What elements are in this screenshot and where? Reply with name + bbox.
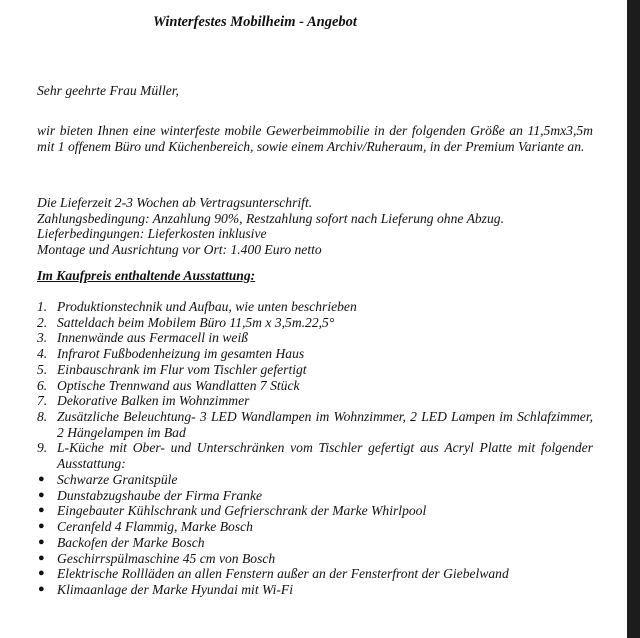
delivery-conditions: Lieferbedingungen: Lieferkosten inklusive [37,226,267,242]
delivery-time: Die Lieferzeit 2-3 Wochen ab Vertragsunterschrift. [37,195,313,210]
item-text: Klimaanlage der Marke Hyundai mit Wi-Fi [57,581,293,597]
numbered-list-item [37,378,593,394]
bullet-icon: ● [38,567,45,580]
numbered-list-item [37,299,593,315]
item-text: Zusätzliche Beleuchtung- 3 LED Wandlampen im Wohnzimmer, 2 LED Lampen im Schlafzimmer, 2 Hängelampen im Bad [57,408,593,440]
terms-block [37,195,593,258]
bullet-icon: ● [38,535,45,548]
item-text: Infrarot Fußbodenheizung im gesamten Haus [57,346,305,362]
item-number: 3. [37,330,48,346]
intro-paragraph: wir bieten Ihnen eine winterfeste mobile Gewerbeimmobilie in der folgenden Größe an 11,5mx3,5m mit 1 offenem Büro und Küchenbereich, sowie einem Archiv/Ruheraum, in der Premium Variante an. [37,123,593,154]
bullet-icon: ● [38,520,45,533]
bullet-list-item [37,488,593,504]
document-title: Winterfestes Mobilheim - Angebot [153,14,357,30]
item-number: 9. [37,440,48,456]
bullet-list-item [37,566,593,582]
bullet-icon: ● [38,551,45,564]
bullet-icon: ● [38,582,45,595]
numbered-list-item [37,315,593,331]
item-text: Einbauschrank im Flur vom Tischler gefertigt [57,361,307,377]
item-text: Schwarze Granitspüle [57,472,178,487]
numbered-list-item [37,330,593,346]
numbered-list-item [37,440,593,471]
item-text: Elektrische Rollläden an allen Fenstern außer an der Fensterfront der Giebelwand [57,566,509,582]
bullet-list-item [37,519,593,535]
numbered-list-item [37,346,593,362]
numbered-list [37,299,593,472]
item-text: Backofen der Marke Bosch [57,534,205,550]
bullet-list-item [37,535,593,551]
item-text: Eingebauter Kühlschrank und Gefrierschrank der Marke Whirlpool [57,503,427,519]
item-text: L-Küche mit Ober- und Unterschränken vom Tischler gefertigt aus Acryl Platte mit folgender Ausstattung: [57,440,593,472]
payment-terms: Zahlungsbedingung: Anzahlung 90%, Restzahlung sofort nach Lieferung ohne Abzug. [37,210,504,226]
item-text: Innenwände aus Fermacell in weiß [57,330,249,346]
assembly-cost: Montage und Ausrichtung vor Ort: 1.400 Euro netto [37,242,322,258]
bullet-list [37,472,593,598]
bullet-icon: ● [38,504,45,517]
item-number: 2. [37,314,48,330]
item-text: Satteldach beim Mobilem Büro 11,5m x 3,5m.22,5° [57,314,335,330]
item-text: Ceranfeld 4 Flammig, Marke Bosch [57,519,253,535]
bullet-list-item [37,503,593,519]
item-text: Produktionstechnik und Aufbau, wie unten beschrieben [57,299,357,314]
item-number: 7. [37,393,48,409]
item-text: Geschirrspülmaschine 45 cm von Bosch [57,550,276,566]
item-number: 8. [37,408,48,424]
item-text: Dunstabzugshaube der Firma Franke [57,487,263,503]
item-text: Optische Trennwand aus Wandlatten 7 Stück [57,377,300,393]
scrollbar[interactable] [627,0,640,638]
bullet-list-item [37,582,593,598]
numbered-list-item [37,409,593,440]
numbered-list-item [37,362,593,378]
bullet-icon: ● [38,488,45,501]
item-text: Dekorative Balken im Wohnzimmer [57,393,250,409]
bullet-list-item [37,472,593,488]
item-number: 4. [37,346,48,362]
salutation: Sehr geehrte Frau Müller, [37,83,179,98]
item-number: 1. [37,299,48,314]
item-number: 5. [37,361,48,377]
numbered-list-item [37,393,593,409]
item-number: 6. [37,377,48,393]
equipment-heading: Im Kaufpreis enthaltende Ausstattung: [37,268,256,283]
bullet-list-item [37,551,593,567]
bullet-icon: ● [38,473,45,485]
